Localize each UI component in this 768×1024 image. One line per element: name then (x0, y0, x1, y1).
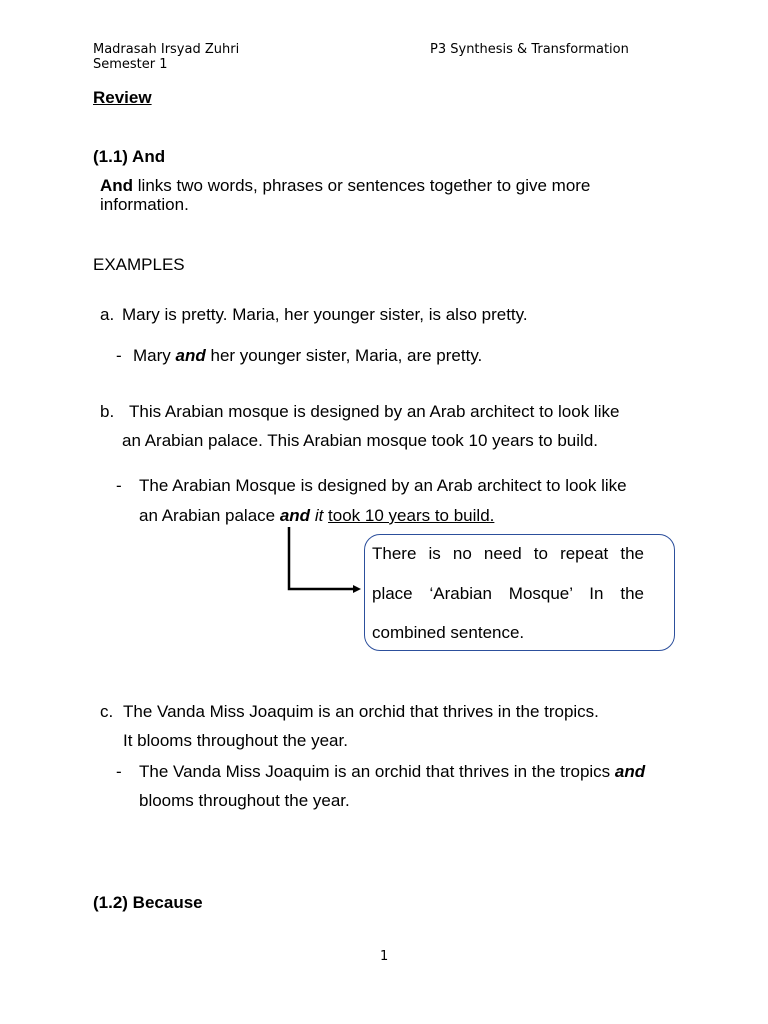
example-a-and: and (175, 346, 206, 365)
example-a-answer-dash: - (116, 346, 122, 365)
intro-paragraph-line1 (100, 176, 590, 196)
header-course: P3 Synthesis & Transformation (430, 42, 629, 57)
page-number: 1 (380, 949, 389, 964)
header-semester: Semester 1 (93, 57, 168, 72)
example-c-answer-line1 (139, 762, 645, 782)
example-c-line2: It blooms throughout the year. (123, 731, 348, 750)
section-title-because: (1.2) Because (93, 893, 203, 912)
example-c-answer-pre: The Vanda Miss Joaquim is an orchid that thrives in the tropics (139, 762, 611, 781)
example-b-line2: an Arabian palace. This Arabian mosque took 10 years to build. (122, 431, 598, 450)
connector-arrow-icon (282, 524, 366, 596)
review-title: Review (93, 88, 152, 107)
example-b-answer-line1: The Arabian Mosque is designed by an Arab architect to look like (139, 476, 627, 495)
example-b-and: and (279, 506, 311, 525)
example-b-it: it (314, 506, 324, 525)
callout-line3: combined sentence. (372, 623, 525, 642)
example-a-answer (133, 346, 482, 366)
example-a-answer-post: her younger sister, Maria, are pretty. (210, 346, 483, 365)
example-a-text: Mary is pretty. Maria, her younger sister, is also pretty. (122, 305, 528, 324)
example-c-line1: The Vanda Miss Joaquim is an orchid that thrives in the tropics. (123, 702, 599, 721)
examples-label: EXAMPLES (93, 255, 185, 274)
callout-line2: place ‘Arabian Mosque’ In the (372, 584, 644, 603)
example-a-letter: a. (100, 305, 115, 324)
example-a-answer-pre: Mary (133, 346, 171, 365)
intro-keyword: And (100, 176, 134, 195)
example-c-answer-line2: blooms throughout the year. (139, 791, 350, 810)
section-title-and: (1.1) And (93, 147, 166, 166)
example-c-answer-dash: - (116, 762, 122, 781)
example-b-answer-line2 (139, 506, 494, 526)
example-b-letter: b. (100, 402, 115, 421)
header-school: Madrasah Irsyad Zuhri (93, 42, 240, 57)
example-c-and: and (614, 762, 646, 781)
example-b-answer-pre: an Arabian palace (139, 506, 276, 525)
callout-line1: There is no need to repeat the (372, 544, 644, 563)
example-b-line1: This Arabian mosque is designed by an Arab architect to look like (129, 402, 620, 421)
intro-text: links two words, phrases or sentences together to give more (137, 176, 591, 195)
example-b-answer-dash: - (116, 476, 122, 495)
example-c-letter: c. (100, 702, 114, 721)
example-b-underlined: took 10 years to build. (328, 506, 495, 525)
intro-paragraph-line2: information. (100, 195, 189, 214)
